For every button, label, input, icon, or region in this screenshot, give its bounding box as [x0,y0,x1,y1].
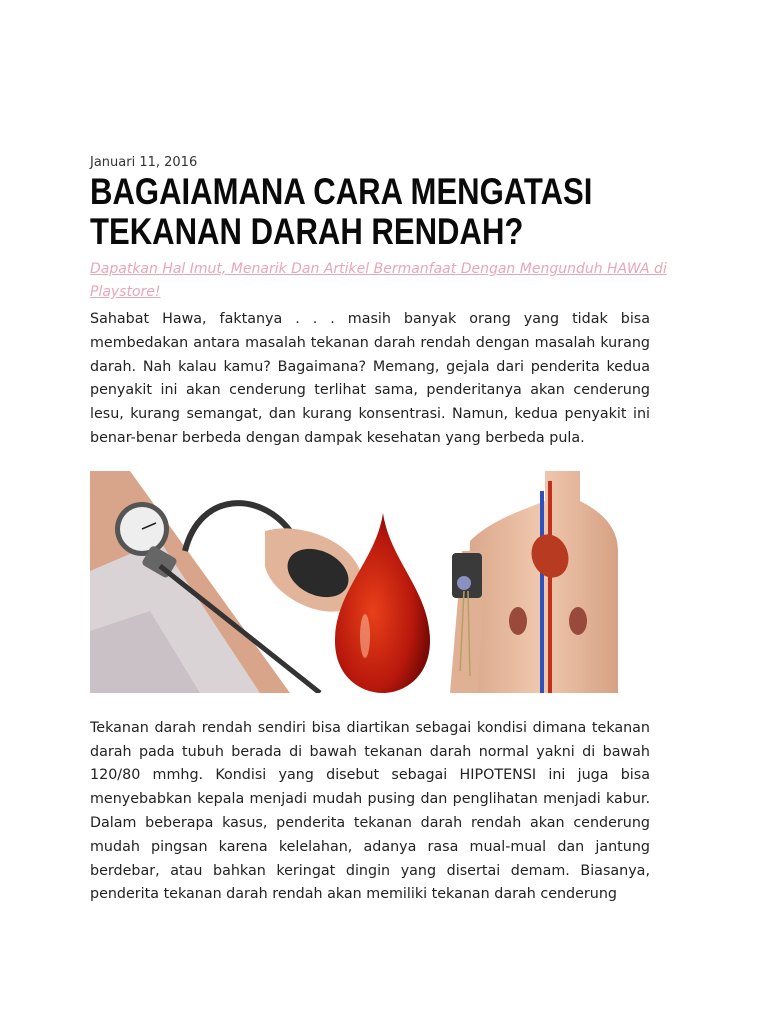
playstore-promo-link[interactable]: Dapatkan Hal Imut, Menarik Dan Artikel Bermanfaat Dengan Mengunduh HAWA di Playstore! [90,261,667,300]
blood-pressure-illustration [90,471,618,693]
post-title: BAGAIAMANA CARA MENGATASI TEKANAN DARAH RENDAH? [90,171,593,252]
hypotension-paragraph: Tekanan darah rendah sendiri bisa diartikan sebagai kondisi dimana tekanan darah pada tubuh berada di bawah tekanan darah normal yakni di bawah 120/80 mmhg. Kondisi yang disebut sebagai HIPOTENSI ini juga bisa menyebabkan kepala menjadi mudah pusing dan penglihatan menjadi kabur. Dalam beberapa kasus, penderita tekanan darah rendah akan cenderung mudah pingsan karena kelelahan, adanya rasa mual-mual dan jantung berdebar, atau bahkan keringat dingin yang disertai demam. Biasanya, penderita tekanan darah rendah akan memiliki tekanan darah cenderung [90,719,650,903]
intro-paragraph: Sahabat Hawa, faktanya . . . masih banyak orang yang tidak bisa membedakan antara masalah tekanan darah rendah dengan masalah kurang darah. Nah kalau kamu? Bagaimana? Memang, gejala dari penderita kedua penyakit ini akan cenderung terlihat sama, penderitanya akan cenderung lesu, kurang semangat, dan kurang konsentrasi. Namun, kedua penyakit ini benar-benar berbeda dengan dampak kesehatan yang berbeda pula. [90,311,650,446]
post-date: Januari 11, 2016 [90,155,198,170]
article [90,0,670,907]
